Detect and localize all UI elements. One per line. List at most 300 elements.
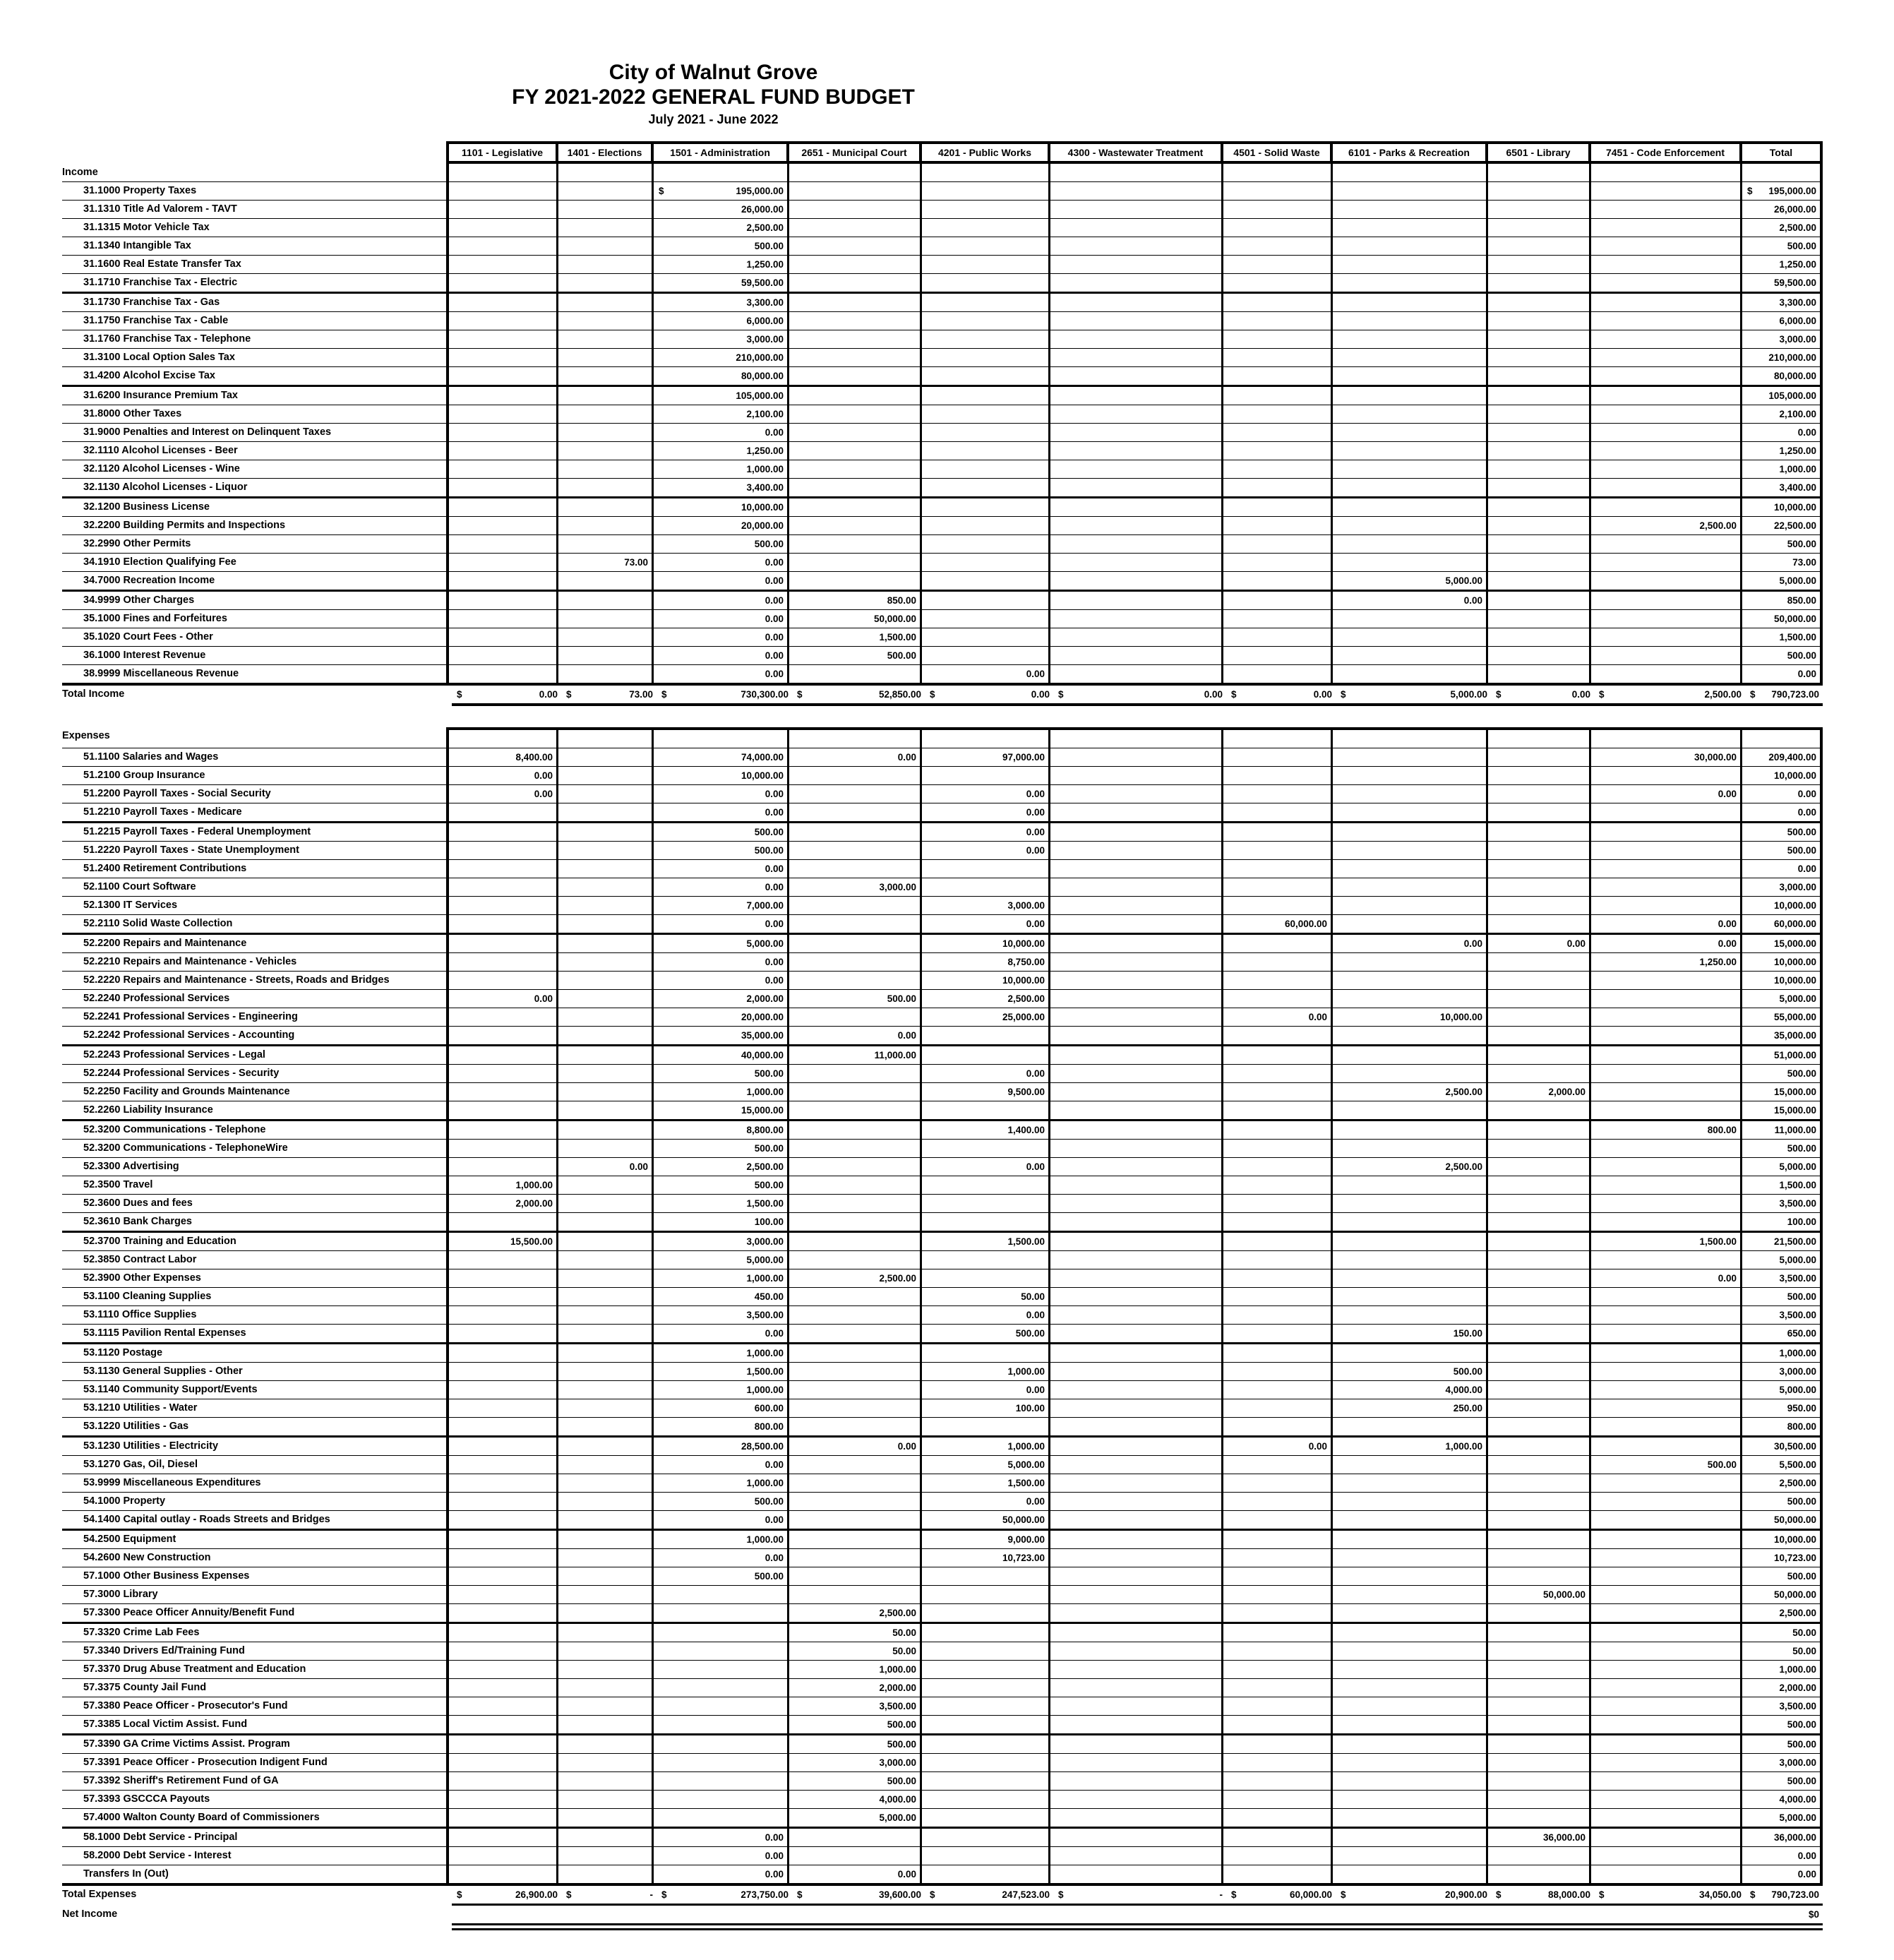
value-cell — [1223, 442, 1333, 460]
row-label: Income — [62, 167, 98, 178]
value-cell: 500.00 — [654, 535, 789, 553]
value-cell — [1223, 785, 1333, 803]
row-label: 31.1340 Intangible Tax — [83, 240, 191, 251]
dollar-sign: $ — [1231, 1889, 1237, 1900]
value-cell: 500.00 — [1787, 845, 1816, 856]
value-cell — [558, 1381, 654, 1399]
amount: 34,050.00 — [1698, 1889, 1742, 1900]
value-cell — [558, 1306, 654, 1324]
value-cell: 5,000.00 — [1779, 575, 1816, 586]
amount: 195,000.00 — [736, 186, 784, 196]
account-row — [62, 1140, 1823, 1158]
value-cell — [449, 1438, 558, 1455]
value-cell: 1,000.00 — [789, 1661, 922, 1678]
value-cell — [1488, 1344, 1591, 1362]
value-cell — [1223, 1083, 1333, 1101]
value-cell — [558, 460, 654, 478]
row-values — [446, 1213, 1823, 1231]
value-cell: 5,000.00 — [1779, 1812, 1816, 1823]
value-cell — [1223, 592, 1333, 609]
value-cell — [1488, 517, 1591, 534]
value-cell: 0.00 — [654, 1829, 789, 1846]
value-cell: 50,000.00 — [1488, 1586, 1591, 1603]
value-cell — [1333, 1586, 1488, 1603]
row-values — [446, 1624, 1823, 1642]
value-cell — [1488, 479, 1591, 496]
value-cell — [1050, 1847, 1223, 1865]
value-cell — [1591, 1697, 1742, 1715]
value-cell — [789, 164, 922, 181]
value-cell — [789, 219, 922, 237]
value-cell: 5,000.00 — [654, 935, 789, 952]
row-values — [446, 1438, 1823, 1455]
value-cell — [1591, 823, 1742, 841]
account-row — [62, 953, 1823, 972]
row-values — [446, 1158, 1823, 1176]
value-cell: 5,000.00 — [1779, 1255, 1816, 1265]
value-cell — [922, 535, 1050, 553]
row-values — [446, 1065, 1823, 1082]
value-cell — [922, 349, 1050, 366]
row-label: 32.1110 Alcohol Licenses - Beer — [83, 445, 238, 456]
value-cell: 26,000.00 — [654, 201, 789, 218]
value-cell — [1591, 665, 1742, 683]
account-row — [62, 367, 1823, 387]
row-values — [446, 897, 1823, 914]
row-values — [446, 1679, 1823, 1697]
value-cell — [1488, 1251, 1591, 1269]
value-cell: 5,000.00 — [1333, 572, 1488, 590]
row-label: Total Income — [62, 688, 125, 700]
value-cell — [1050, 1344, 1223, 1362]
value-cell — [1223, 1791, 1333, 1808]
net-income-row — [62, 1906, 1823, 1930]
value-cell — [1050, 1604, 1223, 1622]
value-cell: 500.00 — [654, 1176, 789, 1194]
row-label: 52.3600 Dues and fees — [83, 1197, 193, 1209]
value-cell — [789, 479, 922, 496]
value-cell: 0.00 — [1333, 935, 1488, 952]
dollar-sign: $ — [1496, 1889, 1502, 1900]
row-label: 57.3392 Sheriff's Retirement Fund of GA — [83, 1775, 279, 1786]
value-cell — [922, 1791, 1050, 1808]
value-cell: 0.00 — [654, 572, 789, 590]
value-cell — [1223, 1381, 1333, 1399]
value-cell — [1223, 748, 1333, 766]
value-cell — [1591, 1772, 1742, 1790]
value-cell — [1591, 1567, 1742, 1585]
value-cell — [789, 1176, 922, 1194]
value-cell: 3,000.00 — [922, 897, 1050, 914]
value-cell — [1333, 730, 1488, 748]
account-row — [62, 1065, 1823, 1083]
value-cell — [449, 405, 558, 423]
row-label: 32.1130 Alcohol Licenses - Liquor — [83, 482, 248, 493]
value-cell — [558, 1791, 654, 1808]
value-cell — [1223, 842, 1333, 859]
value-cell — [1333, 535, 1488, 553]
account-row — [62, 330, 1823, 349]
value-cell — [1050, 1735, 1223, 1753]
value-cell — [449, 479, 558, 496]
row-label: 31.1315 Motor Vehicle Tax — [83, 222, 210, 233]
value-cell: 500.00 — [789, 1735, 922, 1753]
value-cell — [1050, 1624, 1223, 1642]
value-cell — [1591, 312, 1742, 330]
value-cell — [1333, 312, 1488, 330]
value-cell — [1223, 1325, 1333, 1342]
value-cell: 800.00 — [1591, 1121, 1742, 1139]
value-cell: 500.00 — [1787, 1719, 1816, 1730]
value-cell — [922, 294, 1050, 311]
value-cell — [1223, 1065, 1333, 1082]
value-cell — [1591, 1642, 1742, 1660]
value-cell — [922, 405, 1050, 423]
row-label: 53.9999 Miscellaneous Expenditures — [83, 1477, 261, 1488]
amount: 273,750.00 — [741, 1889, 789, 1900]
value-cell — [1050, 274, 1223, 292]
value-cell — [558, 1101, 654, 1119]
value-cell: 1,000.00 — [1779, 1664, 1816, 1675]
row-values — [446, 1083, 1823, 1101]
value-cell — [1591, 237, 1742, 255]
value-cell — [1333, 554, 1488, 571]
value-cell: 0.00 — [1223, 1438, 1333, 1455]
value-cell — [1591, 1549, 1742, 1567]
value-cell — [922, 1604, 1050, 1622]
value-cell — [1488, 1772, 1591, 1790]
value-cell — [789, 1288, 922, 1305]
value-cell — [1223, 1642, 1333, 1660]
value-cell — [558, 1438, 654, 1455]
value-cell — [1488, 201, 1591, 218]
value-cell — [1333, 1772, 1488, 1790]
row-values — [446, 1381, 1823, 1399]
title-block — [62, 61, 1365, 129]
value-cell — [1488, 1716, 1591, 1733]
column-header: 1101 - Legislative — [449, 144, 558, 161]
dollar-sign: $ — [457, 1889, 462, 1900]
value-cell — [1333, 387, 1488, 405]
value-cell — [654, 1679, 789, 1697]
value-cell — [1333, 1661, 1488, 1678]
value-cell — [1050, 1697, 1223, 1715]
value-cell — [922, 498, 1050, 516]
value-cell — [1488, 878, 1591, 896]
dollar-sign: $ — [1750, 1889, 1756, 1900]
value-cell: 500.00 — [654, 842, 789, 859]
value-cell: 0.00 — [789, 1865, 922, 1883]
value-cell — [1488, 1008, 1591, 1026]
section-gap — [62, 706, 1823, 727]
value-cell — [1223, 953, 1333, 971]
row-label: 32.2200 Building Permits and Inspections — [83, 520, 286, 531]
value-cell — [1591, 479, 1742, 496]
value-cell — [558, 842, 654, 859]
value-cell — [558, 1251, 654, 1269]
value-cell — [1488, 256, 1591, 273]
account-row — [62, 972, 1823, 990]
value-cell — [922, 878, 1050, 896]
row-label: 57.3391 Peace Officer - Prosecution Indigent Fund — [83, 1757, 328, 1768]
value-cell — [1591, 219, 1742, 237]
value-cell — [449, 665, 558, 683]
account-row — [62, 1549, 1823, 1567]
column-header: 2651 - Municipal Court — [789, 144, 922, 161]
value-cell — [1333, 897, 1488, 914]
value-cell — [1050, 498, 1223, 516]
value-cell — [558, 1176, 654, 1194]
value-cell: 50.00 — [789, 1624, 922, 1642]
account-row — [62, 935, 1823, 953]
value-cell — [1336, 1906, 1491, 1923]
value-cell — [1591, 201, 1742, 218]
value-cell — [1050, 610, 1223, 628]
value-cell — [654, 730, 789, 748]
value-cell — [1050, 1716, 1223, 1733]
row-label: 51.1100 Salaries and Wages — [83, 751, 219, 763]
value-cell — [1050, 1381, 1223, 1399]
value-cell: 0.00 — [1223, 1008, 1333, 1026]
value-cell — [1488, 897, 1591, 914]
account-row — [62, 1101, 1823, 1121]
value-cell — [789, 897, 922, 914]
row-label: 31.1710 Franchise Tax - Electric — [83, 277, 238, 288]
value-cell — [1591, 1865, 1742, 1883]
value-cell — [1050, 1809, 1223, 1827]
row-label: 52.3500 Travel — [83, 1179, 153, 1190]
value-cell — [789, 1008, 922, 1026]
row-values — [446, 878, 1823, 896]
value-cell: 2,500.00 — [1333, 1158, 1488, 1176]
column-header: 1501 - Administration — [654, 144, 789, 161]
account-row — [62, 897, 1823, 915]
value-cell — [922, 164, 1050, 181]
row-values — [446, 367, 1823, 385]
value-cell — [789, 1531, 922, 1548]
value-cell: 105,000.00 — [1768, 390, 1816, 401]
row-label: 53.1130 General Supplies - Other — [83, 1366, 243, 1377]
row-label: 57.3385 Local Victim Assist. Fund — [83, 1719, 248, 1730]
value-cell: 0.00 — [922, 1306, 1050, 1324]
value-cell — [1594, 1906, 1745, 1923]
value-cell: 0.00 — [922, 842, 1050, 859]
row-values — [446, 1269, 1823, 1287]
value-cell — [789, 535, 922, 553]
value-cell — [789, 1101, 922, 1119]
value-cell: 35,000.00 — [654, 1027, 789, 1044]
value-cell — [1488, 182, 1591, 200]
account-row — [62, 1586, 1823, 1604]
row-label: 34.7000 Recreation Income — [83, 575, 215, 586]
value-cell: 3,400.00 — [1779, 482, 1816, 493]
value-cell — [449, 1083, 558, 1101]
value-cell — [558, 1399, 654, 1417]
value-cell: 0.00 — [922, 1381, 1050, 1399]
value-cell — [1223, 628, 1333, 646]
value-cell: 500.00 — [1787, 1496, 1816, 1507]
account-row — [62, 572, 1823, 592]
dollar-sign: $ — [1750, 689, 1756, 700]
value-cell — [1223, 1809, 1333, 1827]
value-cell — [1591, 1213, 1742, 1231]
account-row — [62, 535, 1823, 554]
value-cell — [558, 572, 654, 590]
value-cell — [1050, 219, 1223, 237]
value-cell: 0.00 — [449, 990, 558, 1008]
value-cell — [449, 935, 558, 952]
row-values — [452, 1906, 1823, 1930]
account-row — [62, 1716, 1823, 1735]
value-cell — [1591, 1306, 1742, 1324]
value-cell: 21,500.00 — [1773, 1236, 1816, 1247]
value-cell: 20,000.00 — [654, 517, 789, 534]
value-cell — [1591, 803, 1742, 821]
value-cell — [922, 460, 1050, 478]
value-cell — [449, 498, 558, 516]
value-cell: 0.00 — [1797, 864, 1816, 874]
column-header: 1401 - Elections — [558, 144, 654, 161]
value-cell — [1223, 498, 1333, 516]
row-values — [446, 535, 1823, 553]
row-label: 31.1730 Franchise Tax - Gas — [83, 297, 220, 308]
value-cell — [1591, 572, 1742, 590]
value-cell — [558, 803, 654, 821]
value-cell — [449, 1008, 558, 1026]
row-values — [446, 572, 1823, 590]
value-cell: 3,000.00 — [789, 878, 922, 896]
dollar-sign: $ — [1058, 689, 1064, 700]
dollar-sign: $ — [930, 689, 935, 700]
row-label: 52.2260 Liability Insurance — [83, 1104, 213, 1116]
value-cell — [789, 803, 922, 821]
row-values — [446, 748, 1823, 766]
value-cell — [1333, 1251, 1488, 1269]
value-cell: 1,500.00 — [922, 1233, 1050, 1250]
value-cell: 500.00 — [1787, 1739, 1816, 1750]
account-row — [62, 1381, 1823, 1399]
row-values — [446, 1325, 1823, 1342]
value-cell — [1223, 256, 1333, 273]
value-cell — [1333, 1101, 1488, 1119]
row-label: 54.2600 New Construction — [83, 1552, 211, 1563]
value-cell — [1488, 1697, 1591, 1715]
value-cell: 1,000.00 — [922, 1438, 1050, 1455]
row-values — [446, 1493, 1823, 1510]
value-cell — [1050, 647, 1223, 664]
value-cell — [1591, 1418, 1742, 1435]
account-row — [62, 647, 1823, 665]
value-cell — [1488, 1642, 1591, 1660]
value-cell — [922, 1195, 1050, 1212]
value-cell — [558, 1008, 654, 1026]
value-cell: 5,000.00 — [922, 1456, 1050, 1474]
row-label: 57.1000 Other Business Expenses — [83, 1570, 250, 1582]
value-cell — [1333, 201, 1488, 218]
value-cell — [449, 628, 558, 646]
value-cell — [449, 1735, 558, 1753]
value-cell — [1333, 767, 1488, 784]
row-values — [446, 1809, 1823, 1827]
value-cell: 210,000.00 — [1768, 352, 1816, 363]
value-cell: 209,400.00 — [1768, 752, 1816, 763]
value-cell — [1223, 554, 1333, 571]
row-label: 38.9999 Miscellaneous Revenue — [83, 668, 239, 679]
row-values — [446, 479, 1823, 496]
value-cell — [1488, 460, 1591, 478]
value-cell — [1333, 1511, 1488, 1529]
value-cell — [922, 1642, 1050, 1660]
value-cell — [922, 1027, 1050, 1044]
value-cell — [1488, 1624, 1591, 1642]
value-cell — [1488, 1140, 1591, 1157]
value-cell — [1050, 164, 1223, 181]
value-cell — [922, 1697, 1050, 1715]
value-cell: 5,500.00 — [1779, 1459, 1816, 1470]
value-cell — [1591, 164, 1742, 181]
value-cell: 0.00 — [1591, 915, 1742, 933]
value-cell: 500.00 — [1787, 1068, 1816, 1079]
value-cell — [1488, 219, 1591, 237]
value-cell: 10,000.00 — [1333, 1008, 1488, 1026]
value-cell — [558, 1456, 654, 1474]
value-cell — [1333, 1624, 1488, 1642]
value-cell: 500.00 — [654, 823, 789, 841]
value-cell: 97,000.00 — [922, 748, 1050, 766]
value-cell — [1488, 1176, 1591, 1194]
column-header: 4300 - Wastewater Treatment — [1050, 144, 1223, 161]
account-row — [62, 424, 1823, 442]
value-cell — [1591, 767, 1742, 784]
value-cell — [558, 1697, 654, 1715]
row-values — [446, 1642, 1823, 1660]
value-cell — [789, 554, 922, 571]
value-cell — [789, 572, 922, 590]
row-values — [446, 517, 1823, 534]
row-values — [446, 1511, 1823, 1529]
value-cell: 1,000.00 — [1779, 1348, 1816, 1358]
row-label: 53.1140 Community Support/Events — [83, 1384, 258, 1395]
value-cell — [1333, 1847, 1488, 1865]
value-cell — [1333, 1176, 1488, 1194]
row-values — [446, 1195, 1823, 1212]
value-cell — [449, 294, 558, 311]
value-cell — [1223, 1456, 1333, 1474]
value-cell — [789, 1399, 922, 1417]
account-row — [62, 1046, 1823, 1065]
value-cell — [1333, 953, 1488, 971]
value-cell — [1488, 953, 1591, 971]
value-cell — [1050, 1661, 1223, 1678]
value-cell — [1223, 1624, 1333, 1642]
value-cell — [558, 405, 654, 423]
value-cell: 74,000.00 — [654, 748, 789, 766]
value-cell: 1,500.00 — [654, 1195, 789, 1212]
account-row — [62, 1363, 1823, 1381]
value-cell — [789, 1195, 922, 1212]
value-cell — [449, 1493, 558, 1510]
value-cell — [1591, 1065, 1742, 1082]
row-label: 57.3390 GA Crime Victims Assist. Program — [83, 1738, 290, 1750]
value-cell — [1223, 1418, 1333, 1435]
value-cell — [558, 274, 654, 292]
value-cell — [789, 1325, 922, 1342]
row-values — [446, 349, 1823, 366]
value-cell — [1050, 592, 1223, 609]
row-label: 52.3700 Training and Education — [83, 1236, 236, 1247]
value-cell: 15,000.00 — [1773, 938, 1816, 949]
value-cell — [1333, 1716, 1488, 1733]
